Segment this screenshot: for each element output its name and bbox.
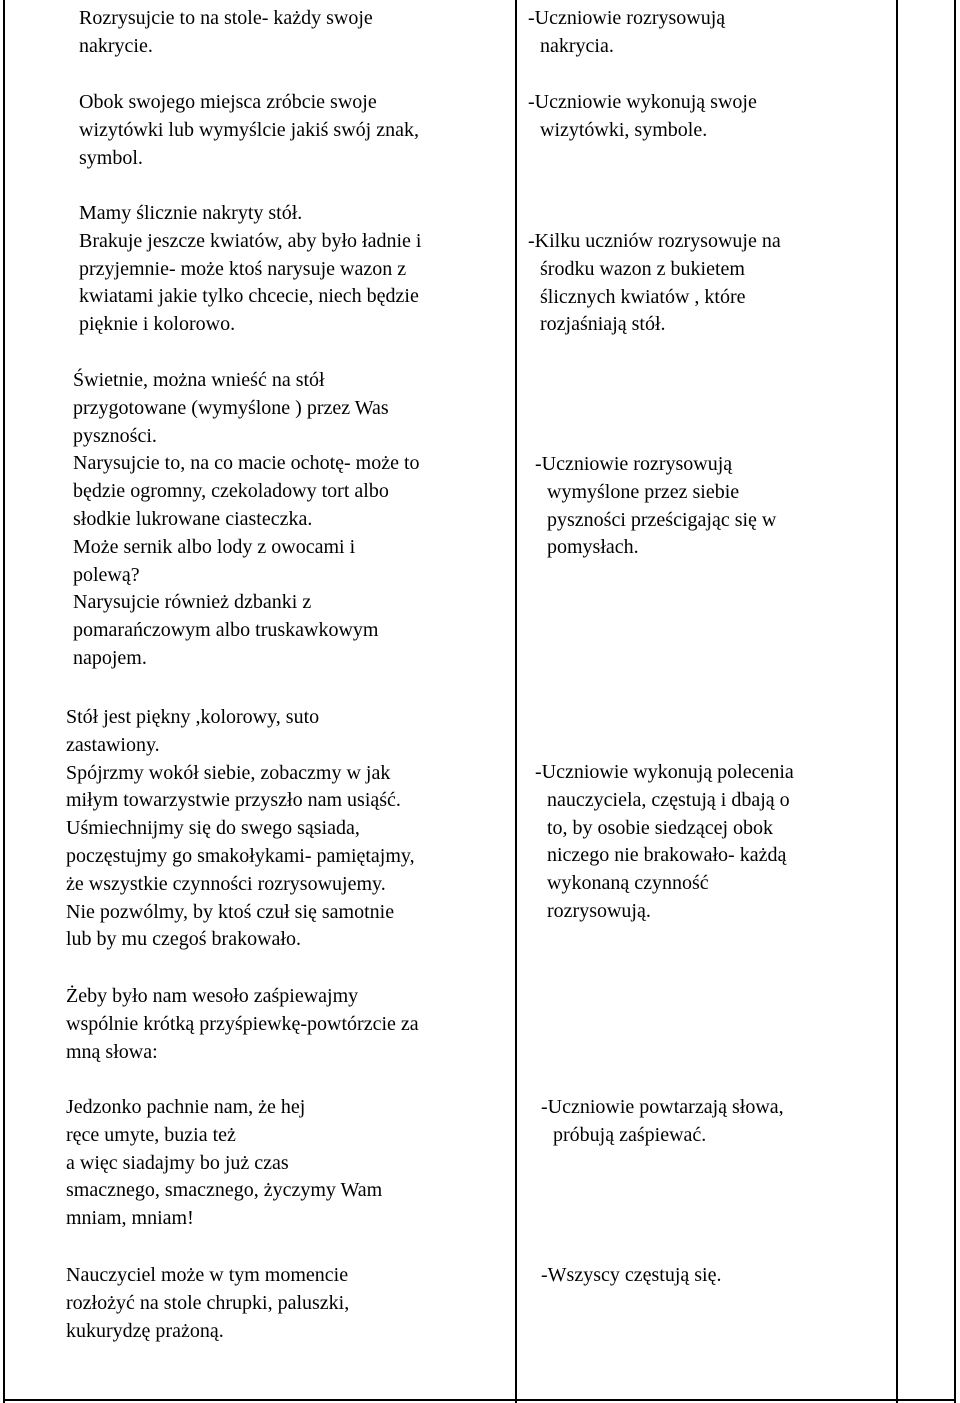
text-line: poczęstujmy go smakołykami- pamiętajmy, [66, 844, 415, 867]
right-block-4 [535, 451, 776, 562]
text-line: wykonaną czynność [547, 872, 709, 895]
left-block-5 [66, 704, 415, 954]
text-line: nauczyciela, częstują i dbają o [547, 788, 790, 811]
text-line: -Uczniowie powtarzają słowa, [541, 1096, 784, 1118]
text-line: pomarańczowym albo truskawkowym [73, 619, 379, 642]
left-block-4 [73, 367, 420, 673]
text-line: Żeby było nam wesoło zaśpiewajmy [66, 985, 359, 1007]
text-line: nakrycie. [79, 34, 153, 57]
text-line: -Uczniowie wykonują polecenia [535, 761, 794, 783]
text-line: kwiatami jakie tylko chcecie, niech będzie [79, 285, 419, 308]
text-line: pomysłach. [547, 536, 639, 559]
text-line: Może sernik albo lody z owocami i [73, 535, 356, 558]
text-line: Nie pozwólmy, by ktoś czuł się samotnie [66, 900, 395, 923]
text-line: niczego nie brakowało- każdą [547, 844, 787, 867]
table-border-middle [515, 0, 517, 1403]
text-line: Nauczyciel może w tym momencie [66, 1264, 349, 1286]
text-line: że wszystkie czynności rozrysowujemy. [66, 872, 386, 895]
text-line: Mamy ślicznie nakryty stół. [79, 202, 303, 224]
text-line: lub by mu czegoś brakowało. [66, 928, 301, 951]
text-line: symbol. [79, 146, 143, 169]
text-line: pyszności. [73, 424, 157, 447]
text-line: Brakuje jeszcze kwiatów, aby było ładnie i [79, 229, 422, 252]
text-line: a więc siadajmy bo już czas [66, 1151, 289, 1174]
text-line: miłym towarzystwie przyszło nam usiąść. [66, 789, 401, 812]
table-border-bottom [3, 1399, 956, 1401]
text-line: smacznego, smacznego, życzymy Wam [66, 1179, 383, 1202]
text-line: zastawiony. [66, 733, 160, 756]
left-block-2 [79, 89, 419, 172]
text-line: rozłożyć na stole chrupki, paluszki, [66, 1291, 350, 1314]
text-line: polewą? [73, 563, 140, 586]
text-line: Stół jest piękny ,kolorowy, suto [66, 706, 320, 728]
right-block-1 [528, 5, 725, 61]
text-line: Rozrysujcie to na stole- każdy swoje [79, 7, 373, 29]
right-block-7 [541, 1262, 721, 1290]
text-line: mniam, mniam! [66, 1207, 194, 1230]
left-block-3 [79, 200, 421, 339]
text-line: słodkie lukrowane ciasteczka. [73, 507, 313, 530]
right-block-3 [528, 228, 781, 339]
text-line: mną słowa: [66, 1040, 158, 1063]
text-line: przygotowane (wymyślone ) przez Was [73, 396, 389, 419]
text-line: wizytówki lub wymyślcie jakiś swój znak, [79, 118, 419, 141]
text-line: -Kilku uczniów rozrysowuje na [528, 230, 781, 252]
text-line: wymyślone przez siebie [547, 480, 740, 503]
text-line: Spójrzmy wokół siebie, zobaczmy w jak [66, 761, 391, 784]
text-line: -Wszyscy częstują się. [541, 1264, 722, 1286]
text-line: ślicznych kwiatów , które [540, 285, 746, 308]
right-block-6 [541, 1094, 784, 1150]
table-border-right [954, 0, 956, 1403]
table-border-right-inner [896, 0, 898, 1403]
text-line: próbują zaśpiewać. [553, 1123, 707, 1146]
table-border-left [3, 0, 5, 1403]
text-line: to, by osobie siedzącej obok [547, 816, 774, 839]
text-line: będzie ogromny, czekoladowy tort albo [73, 480, 389, 503]
text-line: Narysujcie również dzbanki z [73, 591, 312, 614]
right-block-2 [528, 89, 757, 145]
right-block-5 [535, 759, 794, 926]
left-block-7-song [66, 1094, 382, 1233]
text-line: Uśmiechnijmy się do swego sąsiada, [66, 817, 360, 840]
text-line: -Uczniowie wykonują swoje [528, 91, 757, 113]
text-line: rozjaśniają stół. [540, 313, 666, 336]
text-line: nakrycia. [540, 34, 614, 57]
left-block-1 [79, 5, 373, 61]
text-line: wizytówki, symbole. [540, 118, 708, 141]
left-block-8 [66, 1262, 349, 1345]
text-line: napojem. [73, 646, 147, 669]
text-line: pięknie i kolorowo. [79, 313, 236, 336]
text-line: Świetnie, można wnieść na stół [73, 369, 325, 391]
text-line: ręce umyte, buzia też [66, 1123, 236, 1146]
text-line: Jedzonko pachnie nam, że hej [66, 1096, 306, 1118]
text-line: -Uczniowie rozrysowują [535, 453, 733, 475]
text-line: wspólnie krótką przyśpiewkę-powtórzcie za [66, 1012, 419, 1035]
text-line: Narysujcie to, na co macie ochotę- może to [73, 452, 420, 475]
text-line: środku wazon z bukietem [540, 257, 745, 280]
text-line: pyszności prześcigając się w [547, 508, 777, 531]
text-line: -Uczniowie rozrysowują [528, 7, 726, 29]
text-line: kukurydzę prażoną. [66, 1319, 224, 1342]
text-line: rozrysowują. [547, 899, 651, 922]
text-line: przyjemnie- może ktoś narysuje wazon z [79, 257, 407, 280]
left-block-6 [66, 983, 419, 1066]
text-line: Obok swojego miejsca zróbcie swoje [79, 91, 377, 113]
